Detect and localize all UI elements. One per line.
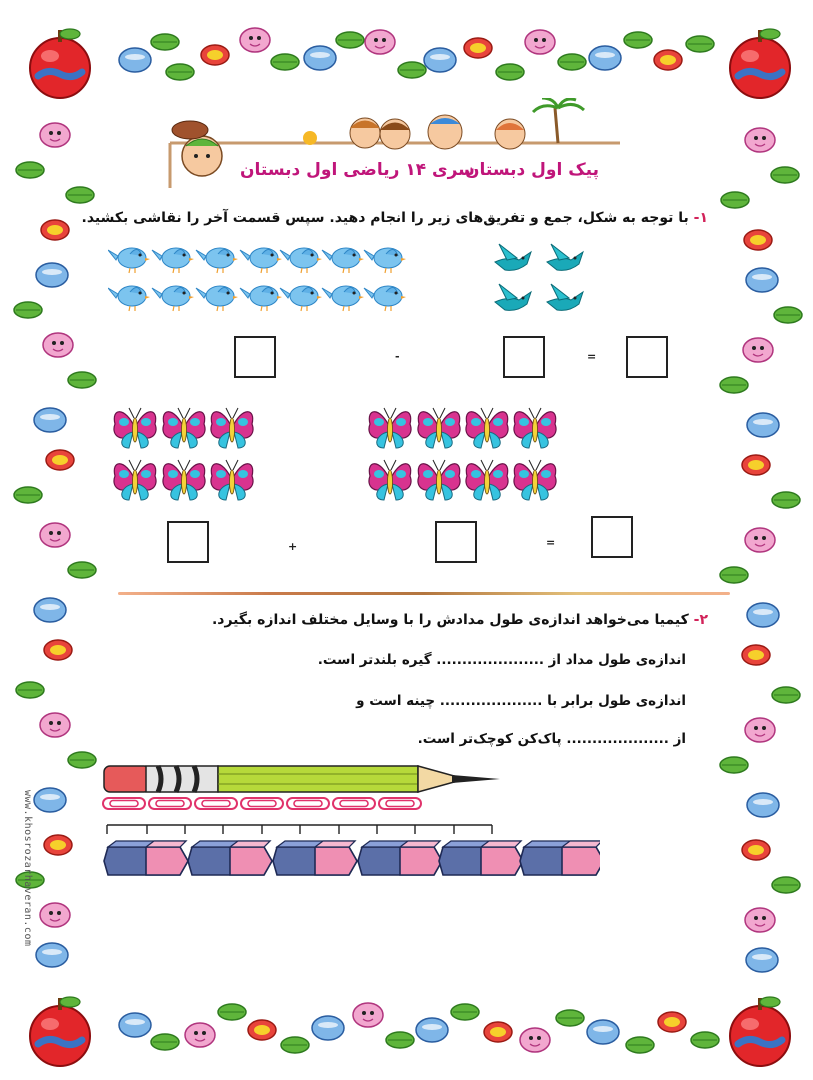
equals-sign-2: = [546, 536, 556, 549]
paper-clips [100, 796, 430, 812]
question-2-title [212, 612, 708, 628]
pencil-illustration [100, 760, 505, 798]
watermark-url: www.khosrozarhaveran.com [22, 790, 33, 947]
answer-box-2b[interactable] [435, 521, 477, 563]
erasers [100, 835, 600, 883]
birds-group-left [108, 240, 408, 320]
question-2-text: کیمیا می‌خواهد اندازه‌ی طول مدادش را با وسایل مختلف اندازه بگیرد. [211, 612, 689, 628]
answer-box-2a[interactable] [167, 521, 209, 563]
question-1-title [82, 210, 708, 226]
butterflies-group-right [365, 400, 565, 515]
minus-sign: - [395, 350, 400, 363]
question-1-number: ۱- [693, 210, 708, 226]
plus-sign: + [288, 540, 298, 553]
question-2-line-2: اندازه‌ی طول برابر با .................... چینه است و [356, 693, 686, 709]
question-2-line-3: از .................... پاک‌کن کوچک‌تر است. [417, 731, 686, 747]
answer-box-1c[interactable] [626, 336, 668, 378]
section-divider [118, 592, 730, 595]
answer-box-1b[interactable] [503, 336, 545, 378]
equals-sign: = [587, 350, 597, 363]
header-title-left: سری ۱۴ ریاضی اول دبستان [240, 160, 475, 180]
question-2-line-1: اندازه‌ی طول مداد از ..................... گیره بلندتر است. [317, 652, 686, 668]
answer-box-1a[interactable] [234, 336, 276, 378]
header-banner [160, 98, 630, 198]
answer-box-2c[interactable] [591, 516, 633, 558]
header-title-right: پیک اول دبستان [465, 160, 599, 180]
question-1-text: با توجه به شکل، جمع و تفریق‌های زیر را انجام دهید. سپس قسمت آخر را نقاشی بکشید. [81, 210, 689, 226]
header-illustration [160, 98, 630, 198]
question-2-number: ۲- [693, 612, 708, 628]
birds-group-right [485, 240, 595, 325]
measuring-segments [100, 820, 495, 836]
butterflies-group-left [110, 400, 260, 515]
